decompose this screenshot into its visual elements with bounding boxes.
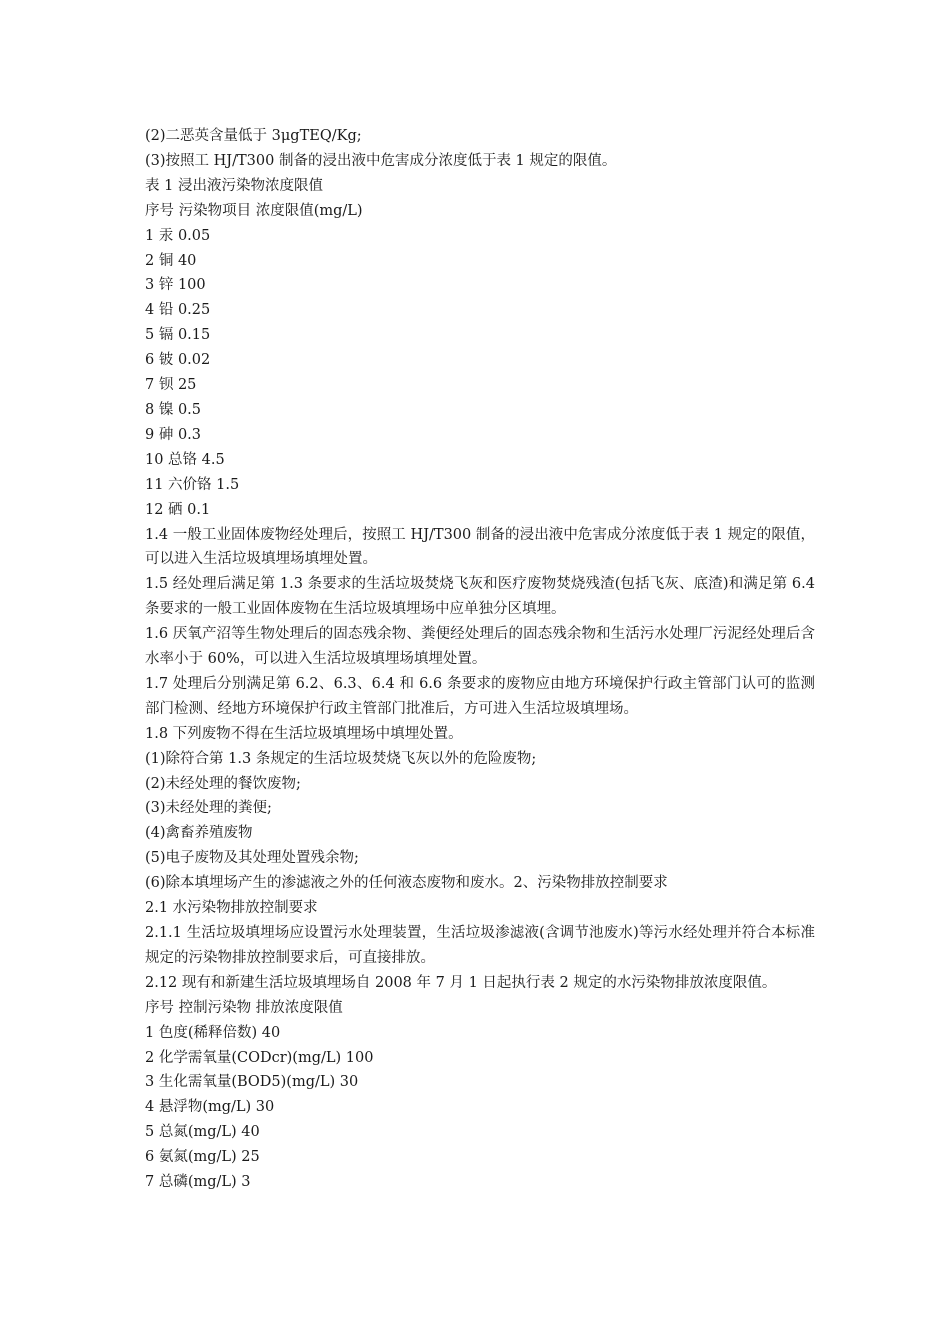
paragraph-1-7: 1.7 处理后分别满足第 6.2、6.3、6.4 和 6.6 条要求的废物应由地方环境保护行政主管部门认可的监测部门检测、经地方环境保护行政主管部门批准后，方可进入生活垃圾填埋场。	[145, 675, 815, 717]
table-row: 5 总氮(mg/L) 40	[145, 1124, 260, 1141]
table-row: 6 铍 0.02	[145, 352, 211, 369]
table-row: 4 悬浮物(mg/L) 30	[145, 1099, 275, 1116]
text-line: 序号 污染物项目 浓度限值(mg/L)	[145, 202, 363, 219]
list-item: 1.8 下列废物不得在生活垃圾填埋场中填埋处置。	[145, 725, 463, 742]
intro-lines	[145, 124, 815, 224]
list-item: (5)电子废物及其处理处置残余物;	[145, 850, 359, 867]
table-row: 10 总铬 4.5	[145, 451, 225, 468]
list-item: (2)未经处理的餐饮废物;	[145, 775, 301, 792]
document-page	[145, 124, 815, 1195]
list-item: (1)除符合第 1.3 条规定的生活垃圾焚烧飞灰以外的危险废物;	[145, 750, 537, 767]
list-item: (4)禽畜养殖废物	[145, 825, 253, 842]
table-row: 3 生化需氧量(BOD5)(mg/L) 30	[145, 1074, 359, 1091]
paragraph-1-4: 1.4 一般工业固体废物经处理后，按照工 HJ/T300 制备的浸出液中危害成分浓度低于表 1 规定的限值，可以进入生活垃圾填埋场填埋处置。	[145, 526, 815, 568]
paragraph-2-12: 2.12 现有和新建生活垃圾填埋场自 2008 年 7 月 1 日起执行表 2 规定的水污染物排放浓度限值。	[145, 974, 777, 991]
table-row: 1 汞 0.05	[145, 227, 211, 244]
table-1-leachate-limits	[145, 224, 815, 523]
table-row: 2 化学需氧量(CODcr)(mg/L) 100	[145, 1049, 374, 1066]
paragraph-1-5: 1.5 经处理后满足第 1.3 条要求的生活垃圾焚烧飞灰和医疗废物焚烧残渣(包括飞灰、底渣)和满足第 6.4 条要求的一般工业固体废物在生活垃圾填埋场中应单独分区填埋。	[145, 576, 815, 618]
text-line: (3)按照工 HJ/T300 制备的浸出液中危害成分浓度低于表 1 规定的限值。	[145, 152, 617, 169]
table-row: 4 铅 0.25	[145, 302, 211, 319]
table-row: 5 镉 0.15	[145, 327, 211, 344]
table-row: 2 铜 40	[145, 252, 197, 269]
table-row: 7 钡 25	[145, 377, 197, 394]
table-row: 3 锌 100	[145, 277, 206, 294]
paragraph-2-1-1: 2.1.1 生活垃圾填埋场应设置污水处理装置，生活垃圾渗滤液(含调节池废水)等污水经处理并符合本标准规定的污染物排放控制要求后，可直接排放。	[145, 925, 815, 966]
table-row: 1 色度(稀释倍数) 40	[145, 1024, 281, 1041]
list-item: (6)除本填埋场产生的渗滤液之外的任何液态废物和废水。2、污染物排放控制要求	[145, 875, 668, 892]
table-row: 8 镍 0.5	[145, 401, 202, 418]
section-1-8-list	[145, 722, 815, 921]
table-row: 11 六价铬 1.5	[145, 476, 240, 493]
list-item: (3)未经处理的粪便;	[145, 800, 272, 817]
list-item: 2.1 水污染物排放控制要求	[145, 900, 318, 917]
text-line: 表 1 浸出液污染物浓度限值	[145, 177, 323, 194]
table-row: 6 氨氮(mg/L) 25	[145, 1149, 260, 1166]
table-row: 12 硒 0.1	[145, 501, 211, 518]
paragraph-1-6: 1.6 厌氧产沼等生物处理后的固态残余物、粪便经处理后的固态残余物和生活污水处理厂污泥经处理后含水率小于 60%，可以进入生活垃圾填埋场填埋处置。	[145, 626, 815, 668]
table-2-header: 序号 控制污染物 排放浓度限值	[145, 999, 343, 1016]
text-line: (2)二恶英含量低于 3μgTEQ/Kg;	[145, 128, 362, 144]
table-2-discharge-limits	[145, 1021, 815, 1195]
table-row: 7 总磷(mg/L) 3	[145, 1174, 251, 1191]
table-row: 9 砷 0.3	[145, 426, 202, 443]
